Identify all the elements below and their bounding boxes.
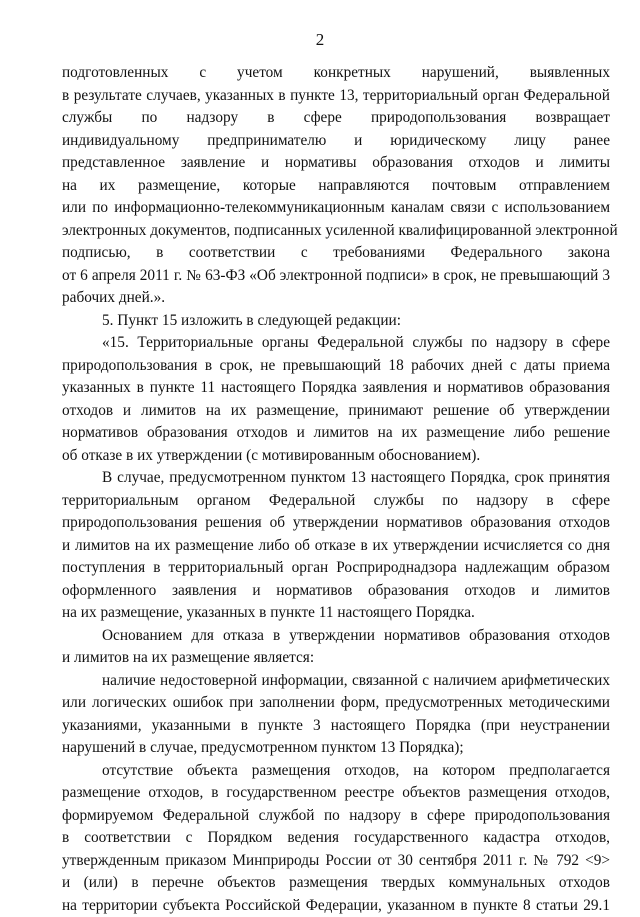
text-line: индивидуальному предпринимателю и юридическому лицу ранее [62, 130, 610, 153]
text-line: рабочих дней.». [62, 287, 610, 310]
text-line: оформленного заявления и нормативов образования отходов и лимитов [62, 580, 610, 603]
text-line: формируемом Федеральной службой по надзору в сфере природопользования [62, 805, 610, 828]
text-line: представленное заявление и нормативы образования отходов и лимиты [62, 152, 610, 175]
text-line: на их размещение, которые направляются почтовым отправлением [62, 175, 610, 198]
text-line: отсутствие объекта размещения отходов, на котором предполагается [62, 760, 610, 783]
text-line: на территории субъекта Российской Федерации, указанном в пункте 8 статьи 29.1 [62, 895, 610, 917]
text-line: нормативов образования отходов и лимитов на их размещение либо решение [62, 422, 610, 445]
text-line: подготовленных с учетом конкретных нарушений, выявленных [62, 62, 610, 85]
text-line: наличие недостоверной информации, связанной с наличием арифметических [62, 670, 610, 693]
text-line: от 6 апреля 2011 г. № 63-ФЗ «Об электронной подписи» в срок, не превышающий 3 [62, 265, 610, 288]
text-line: природопользования в срок, не превышающий 18 рабочих дней с даты приема [62, 355, 610, 378]
text-line: природопользования решения об утверждении нормативов образования отходов [62, 512, 610, 535]
text-line: об отказе в их утверждении (с мотивированным обоснованием). [62, 445, 610, 468]
text-line: нарушений в случае, предусмотренном пунктом 13 Порядка); [62, 737, 610, 760]
text-line: электронных документов, подписанных усиленной квалифицированной электронной [62, 220, 610, 243]
text-line: и (или) в перечне объектов размещения твердых коммунальных отходов [62, 872, 610, 895]
text-line: в соответствии с Порядком ведения государственного кадастра отходов, [62, 827, 610, 850]
text-line: на их размещение, указанных в пункте 11 настоящего Порядка. [62, 602, 610, 625]
text-line: территориальным органом Федеральной службы по надзору в сфере [62, 490, 610, 513]
document-body [62, 62, 610, 917]
text-line: службы по надзору в сфере природопользования возвращает [62, 107, 610, 130]
text-line: поступления в территориальный орган Росприроднадзора надлежащим образом [62, 557, 610, 580]
page-number: 2 [0, 30, 640, 50]
text-line: 5. Пункт 15 изложить в следующей редакции: [62, 310, 610, 333]
text-line: указанных в пункте 11 настоящего Порядка заявления и нормативов образования [62, 377, 610, 400]
text-line: размещение отходов, в государственном реестре объектов размещения отходов, [62, 782, 610, 805]
text-line: утвержденным приказом Минприроды России от 30 сентября 2011 г. № 792 <9> [62, 850, 610, 873]
text-line: «15. Территориальные органы Федеральной службы по надзору в сфере [62, 332, 610, 355]
text-line: в результате случаев, указанных в пункте 13, территориальный орган Федеральной [62, 85, 610, 108]
text-line: и лимитов на их размещение либо об отказе в их утверждении исчисляется со дня [62, 535, 610, 558]
text-line: или по информационно-телекоммуникационным каналам связи с использованием [62, 197, 610, 220]
text-line: подписью, в соответствии с требованиями Федерального закона [62, 242, 610, 265]
text-line: или логических ошибок при заполнении форм, предусмотренных методическими [62, 692, 610, 715]
text-line: указаниями, указанными в пункте 3 настоящего Порядка (при неустранении [62, 715, 610, 738]
text-line: отходов и лимитов на их размещение, принимают решение об утверждении [62, 400, 610, 423]
text-line: Основанием для отказа в утверждении нормативов образования отходов [62, 625, 610, 648]
text-line: В случае, предусмотренном пунктом 13 настоящего Порядка, срок принятия [62, 467, 610, 490]
text-line: и лимитов на их размещение является: [62, 647, 610, 670]
